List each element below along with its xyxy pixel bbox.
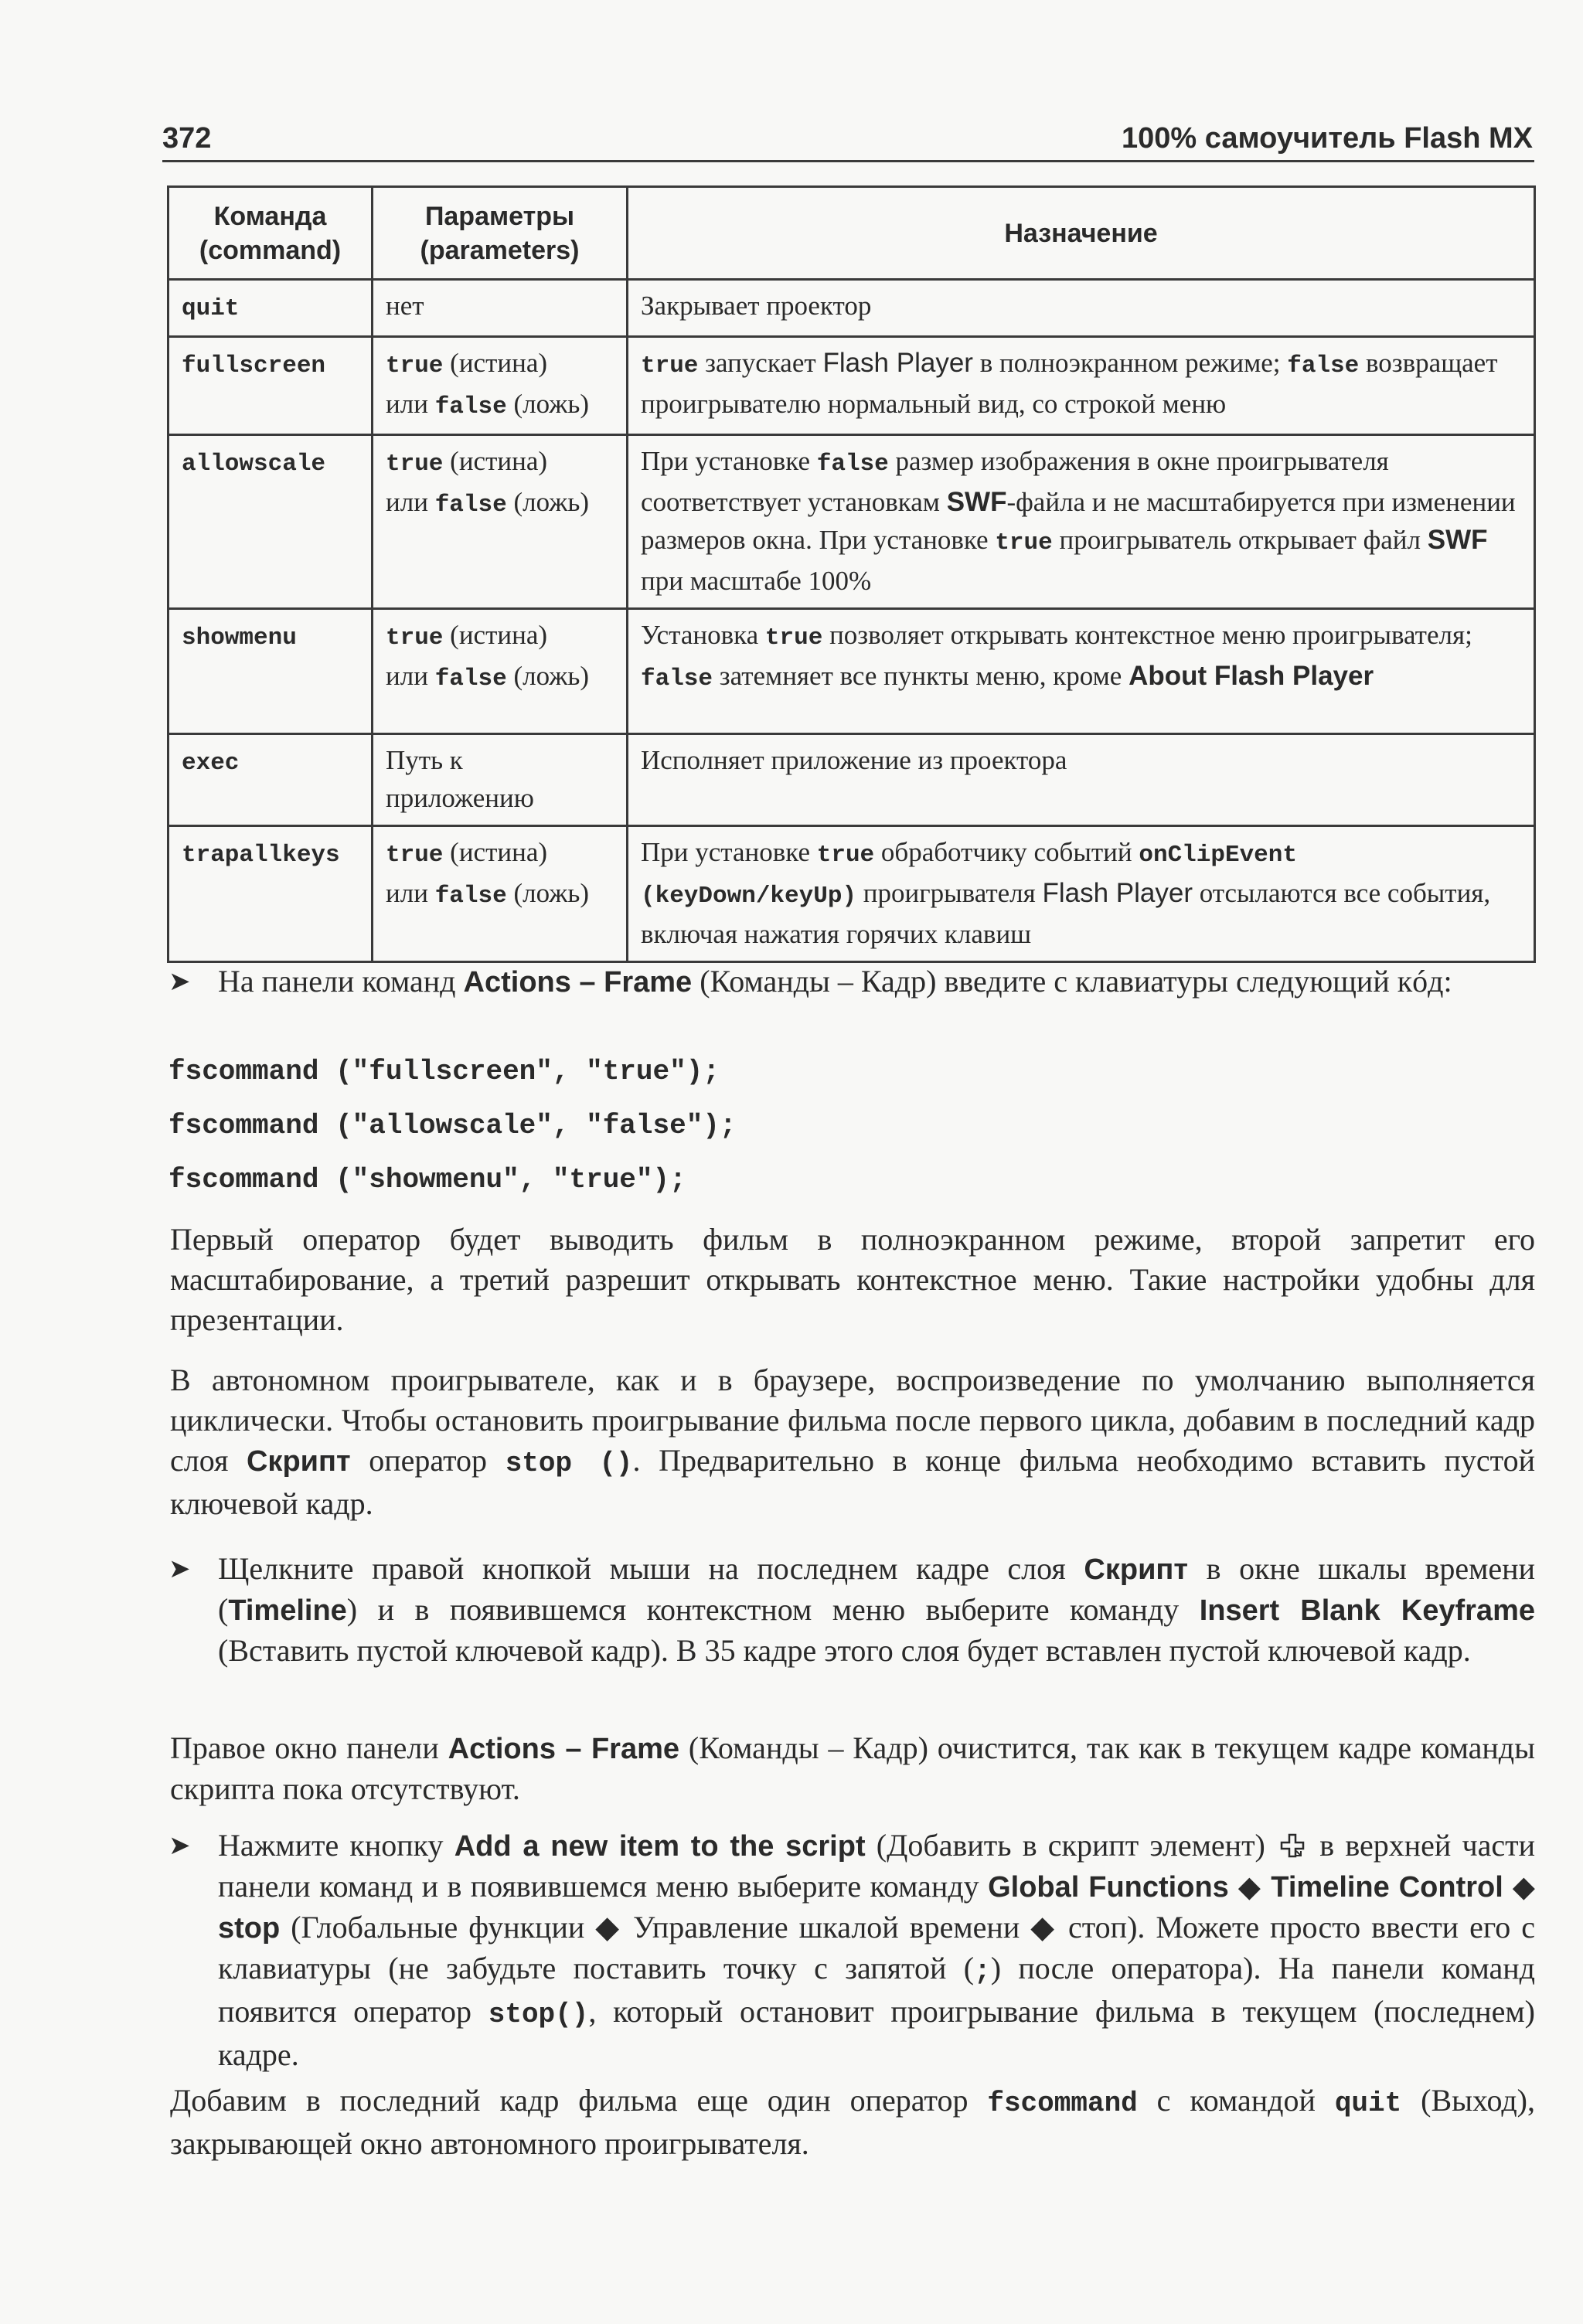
running-header <box>162 122 1534 162</box>
cell-command: exec <box>169 734 373 826</box>
code-line: fscommand ("fullscreen", "true"); <box>169 1056 720 1087</box>
table-row <box>169 826 1535 962</box>
instruction-bullet-3: ➤ Нажмите кнопку Add a new item to the script (Добавить в скрипт элемент) в верхней части панели команд и в появившемся меню выберите команду Global Functions ◆ Timeline Control ◆ stop (Глобальные функции ◆ Управление шкалой времени ◆ стоп). Можете просто ввести его с клавиатуры (не забудьте поставить точку с запятой (;) после оператора). На панели команд появится оператор stop(), который остановит проигрывание фильма в текущем (последнем) кадре. <box>169 1826 1535 2075</box>
page-number: 372 <box>162 122 212 155</box>
header-purpose: Назначение <box>628 187 1535 280</box>
paragraph: В автономном проигрывателе, как и в браузере, воспроизведение по умолчанию выполняется циклически. Чтобы остановить проигрывание фильма после первого цикла, добавим в последний кадр слоя Скрипт оператор stop (). Предварительно в конце фильма необходимо вставить пустой ключевой кадр. <box>170 1363 1535 1521</box>
add-item-plus-icon <box>1279 1832 1306 1859</box>
cell-command: trapallkeys <box>169 826 373 962</box>
code-line: fscommand ("showmenu", "true"); <box>169 1164 686 1196</box>
cell-purpose: true запускает Flash Player в полноэкранном режиме; false возвращает проигрывателю нормальный вид, со строкой меню <box>628 337 1535 435</box>
cell-command: quit <box>169 280 373 337</box>
cell-parameters: true (истина) или false (ложь) <box>373 609 628 734</box>
bullet-arrow-icon: ➤ <box>169 1830 191 1861</box>
cell-command: showmenu <box>169 609 373 734</box>
cell-parameters: нет <box>373 280 628 337</box>
bullet-arrow-icon: ➤ <box>169 1553 191 1584</box>
table-row <box>169 734 1535 826</box>
cell-command: fullscreen <box>169 337 373 435</box>
table-row <box>169 280 1535 337</box>
paragraph: Первый оператор будет выводить фильм в полноэкранном режиме, второй запретит его масштабирование, а третий разрешит открывать контекстное меню. Такие настройки удобны для презентации. <box>170 1222 1535 1337</box>
table-row <box>169 435 1535 609</box>
table-row <box>169 609 1535 734</box>
table-row <box>169 337 1535 435</box>
bullet-arrow-icon: ➤ <box>169 966 191 997</box>
paragraph: Добавим в последний кадр фильма еще один оператор fscommand с командой quit (Выход), закрывающей окно автономного проигрывателя. <box>170 2083 1535 2161</box>
cell-parameters: true (истина) или false (ложь) <box>373 435 628 609</box>
cell-command: allowscale <box>169 435 373 609</box>
cell-purpose: Закрывает проектор <box>628 280 1535 337</box>
cell-purpose: При установке false размер изображения в окне проигрывателя соответствует установкам SWF-файла и не масштабируется при изменении размеров окна. При установке true проигрыватель открывает файл SWF при масштабе 100% <box>628 435 1535 609</box>
book-title: 100% самоучитель Flash MX <box>1122 122 1533 155</box>
instruction-bullet-2: ➤ Щелкните правой кнопкой мыши на последнем кадре слоя Скрипт в окне шкалы времени (Timeline) и в появившемся контекстном меню выберите команду Insert Blank Keyframe (Вставить пустой ключевой кадр). В 35 кадре этого слоя будет вставлен пустой ключевой кадр. <box>169 1549 1535 1671</box>
cell-purpose: Установка true позволяет открывать контекстное меню проигрывателя; false затемняет все пункты меню, кроме About Flash Player <box>628 609 1535 734</box>
fscommand-table <box>167 185 1536 963</box>
cell-parameters: Путь к приложению <box>373 734 628 826</box>
header-command: Команда (command) <box>169 187 373 280</box>
code-line: fscommand ("allowscale", "false"); <box>169 1110 737 1142</box>
cell-purpose: При установке true обработчику событий onClipEvent (keyDown/keyUp) проигрывателя Flash Player отсылаются все события, включая нажатия горячих клавиш <box>628 826 1535 962</box>
header-parameters: Параметры (parameters) <box>373 187 628 280</box>
cell-parameters: true (истина) или false (ложь) <box>373 826 628 962</box>
table-header-row <box>169 187 1535 280</box>
instruction-bullet-1: ➤ На панели команд Actions – Frame (Команды – Кадр) введите с клавиатуры следующий кóд: <box>169 961 1535 1002</box>
paragraph: Правое окно панели Actions – Frame (Команды – Кадр) очистится, так как в текущем кадре команды скрипта пока отсутствуют. <box>170 1730 1535 1806</box>
cell-parameters: true (истина) или false (ложь) <box>373 337 628 435</box>
cell-purpose: Исполняет приложение из проектора <box>628 734 1535 826</box>
